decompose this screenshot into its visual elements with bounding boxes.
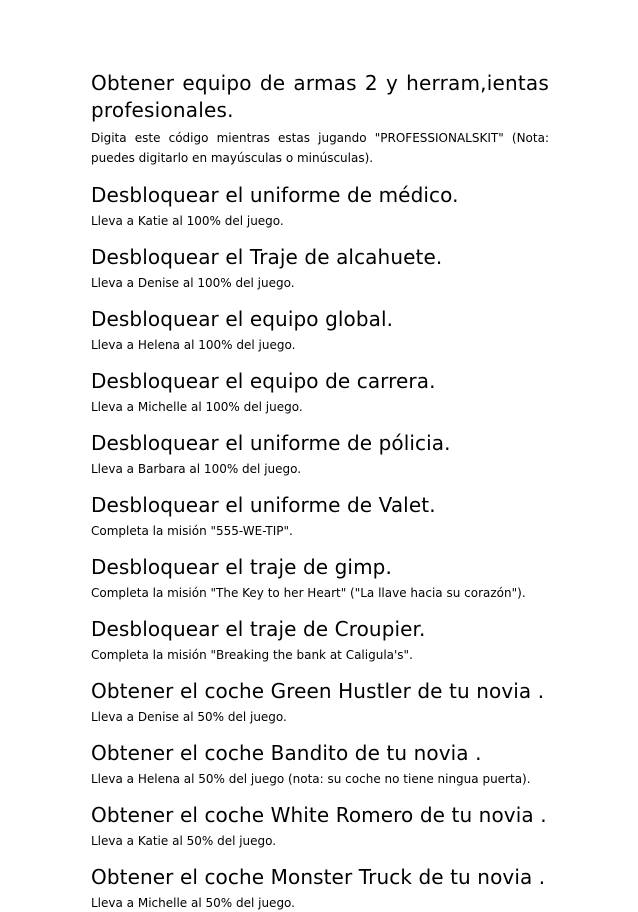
entry-gimp-suit [91, 554, 549, 602]
entry-description: Lleva a Denise al 50% del juego. [91, 710, 287, 724]
entry-global-outfit [91, 306, 549, 354]
entry-heading: Desbloquear el traje de gimp. [91, 555, 392, 579]
entry-description: Completa la misión "555-WE-TIP". [91, 524, 293, 538]
entry-description: Lleva a Katie al 50% del juego. [91, 834, 277, 848]
entry-pimp-suit [91, 244, 549, 292]
entry-description: Lleva a Denise al 100% del juego. [91, 276, 295, 290]
entry-heading: Desbloquear el uniforme de médico. [91, 183, 459, 207]
entry-heading: Obtener el coche Bandito de tu novia . [91, 741, 482, 765]
entry-description: Lleva a Helena al 100% del juego. [91, 338, 296, 352]
entry-white-romero [91, 802, 549, 850]
entry-description: Lleva a Michelle al 50% del juego. [91, 896, 295, 910]
entry-heading: Obtener el coche White Romero de tu novia . [91, 803, 547, 827]
entry-racing-outfit [91, 368, 549, 416]
entry-heading: Obtener el coche Green Hustler de tu novia . [91, 679, 545, 703]
entry-heading: Desbloquear el equipo global. [91, 307, 394, 331]
entry-heading: Desbloquear el uniforme de pólicia. [91, 431, 451, 455]
entry-description: Completa la misión "Breaking the bank at Caligula's". [91, 648, 413, 662]
entry-description: Lleva a Katie al 100% del juego. [91, 214, 284, 228]
entry-valet-uniform [91, 492, 549, 540]
entry-description: Completa la misión "The Key to her Heart" ("La llave hacia su corazón"). [91, 586, 526, 600]
entry-description: Digita este código mientras estas jugando "PROFESSIONALSKIT" (Nota: puedes digitarlo en mayúsculas o minúsculas). [91, 131, 549, 165]
entry-heading: Desbloquear el equipo de carrera. [91, 369, 436, 393]
entry-bandito [91, 740, 549, 788]
document-page [91, 70, 549, 912]
entry-professional-weapons [91, 70, 549, 168]
entry-description: Lleva a Barbara al 100% del juego. [91, 462, 302, 476]
entry-police-uniform [91, 430, 549, 478]
entry-green-hustler [91, 678, 549, 726]
entry-heading: Obtener el coche Monster Truck de tu novia . [91, 865, 546, 889]
entry-heading: Obtener equipo de armas 2 y herram,ientas profesionales. [91, 71, 549, 122]
entry-description: Lleva a Michelle al 100% del juego. [91, 400, 303, 414]
entry-heading: Desbloquear el Traje de alcahuete. [91, 245, 443, 269]
entry-heading: Desbloquear el uniforme de Valet. [91, 493, 436, 517]
entry-medic-uniform [91, 182, 549, 230]
entry-heading: Desbloquear el traje de Croupier. [91, 617, 426, 641]
entry-monster-truck [91, 864, 549, 912]
entry-croupier-suit [91, 616, 549, 664]
entry-description: Lleva a Helena al 50% del juego (nota: su coche no tiene ningua puerta). [91, 772, 531, 786]
